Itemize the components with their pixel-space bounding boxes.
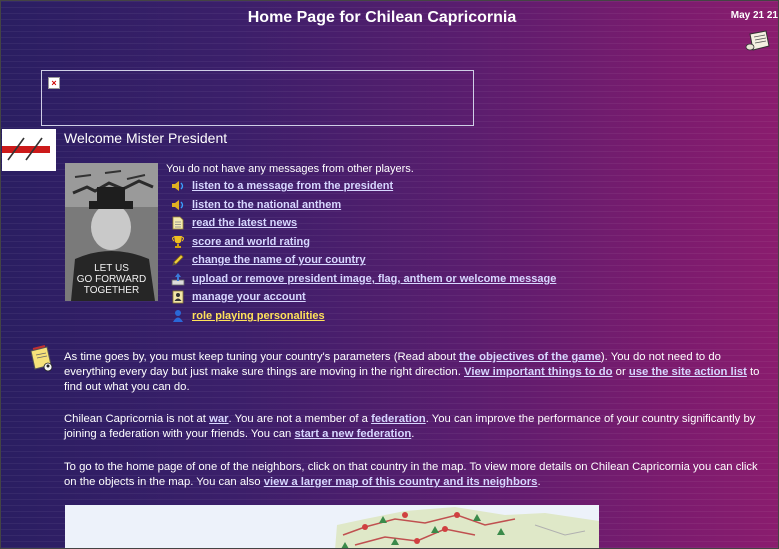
account-icon [171, 290, 185, 304]
site-action-list-link[interactable]: use the site action list [628, 366, 747, 378]
pencil-icon [171, 253, 185, 267]
poster-caption [65, 263, 158, 296]
speaker-icon [171, 198, 185, 212]
scroll-icon[interactable] [744, 28, 772, 54]
upload-icon [171, 272, 185, 286]
menu-link[interactable]: score and world rating [192, 236, 310, 248]
menu-link[interactable]: change the name of your country [192, 254, 366, 266]
paragraph-text: to find out what you can do. [64, 366, 760, 393]
tuning-paragraph [64, 350, 772, 395]
messages-status: You do not have any messages from other players. [166, 163, 414, 175]
menu-link[interactable]: upload or remove president image, flag, anthem or welcome message [192, 273, 557, 285]
speaker-icon [171, 179, 185, 193]
important-things-link[interactable]: View important things to do [464, 366, 613, 378]
larger-map-link[interactable]: view a larger map of this country and its neighbors [263, 476, 538, 488]
menu-link[interactable]: read the latest news [192, 217, 298, 229]
poster-caption-line: TOGETHER [83, 285, 140, 296]
paragraph-text: . [537, 476, 541, 488]
document-icon [171, 216, 185, 230]
broken-image-icon: × [48, 77, 60, 89]
president-photo [65, 163, 158, 301]
country-map[interactable] [65, 505, 599, 549]
war-link[interactable]: war [209, 413, 229, 425]
paragraph-text: . You can improve the performance of your country significantly by joining a federation with your friends. You can [64, 413, 756, 440]
date-label: May 21 21 [730, 10, 778, 21]
paragraph-text: or [612, 366, 629, 378]
person-icon [171, 309, 185, 323]
menu-link-highlighted[interactable]: role playing personalities [192, 310, 325, 322]
notepad-icon [29, 345, 55, 373]
start-federation-link[interactable]: start a new federation [294, 428, 412, 440]
menu-link[interactable]: manage your account [192, 291, 306, 303]
federation-link[interactable]: federation [371, 413, 426, 425]
poster-caption-line: LET US [94, 263, 129, 274]
page-title: Home Page for Chilean Capricornia [247, 9, 517, 26]
objectives-link[interactable]: the objectives of the game [459, 351, 601, 363]
paragraph-text: Chilean Capricornia is not at [64, 413, 210, 425]
menu-link[interactable]: listen to a message from the president [192, 180, 394, 192]
federation-paragraph [64, 412, 772, 442]
country-flag-image[interactable] [2, 129, 56, 171]
menu-link[interactable]: listen to the national anthem [192, 199, 342, 211]
map-paragraph [64, 460, 772, 490]
paragraph-text: . [411, 428, 415, 440]
paragraph-text: As time goes by, you must keep tuning your country's parameters (Read about [64, 351, 460, 363]
trophy-icon [171, 235, 185, 249]
paragraph-text: To go to the home page of one of the neighbors, click on that country in the map. To view more details on Chilean Capricornia you can click on the objects in the map. You can also [64, 461, 758, 488]
poster-caption-line: GO FORWARD [76, 274, 147, 285]
paragraph-text: . You are not a member of a [228, 413, 372, 425]
banner-image-placeholder [41, 70, 474, 126]
paragraph-text: ). You do not need to do everything every day but just make sure things are moving in the right direction. [64, 351, 721, 378]
map-graphic [65, 505, 599, 549]
welcome-heading: Welcome Mister President [64, 130, 228, 146]
